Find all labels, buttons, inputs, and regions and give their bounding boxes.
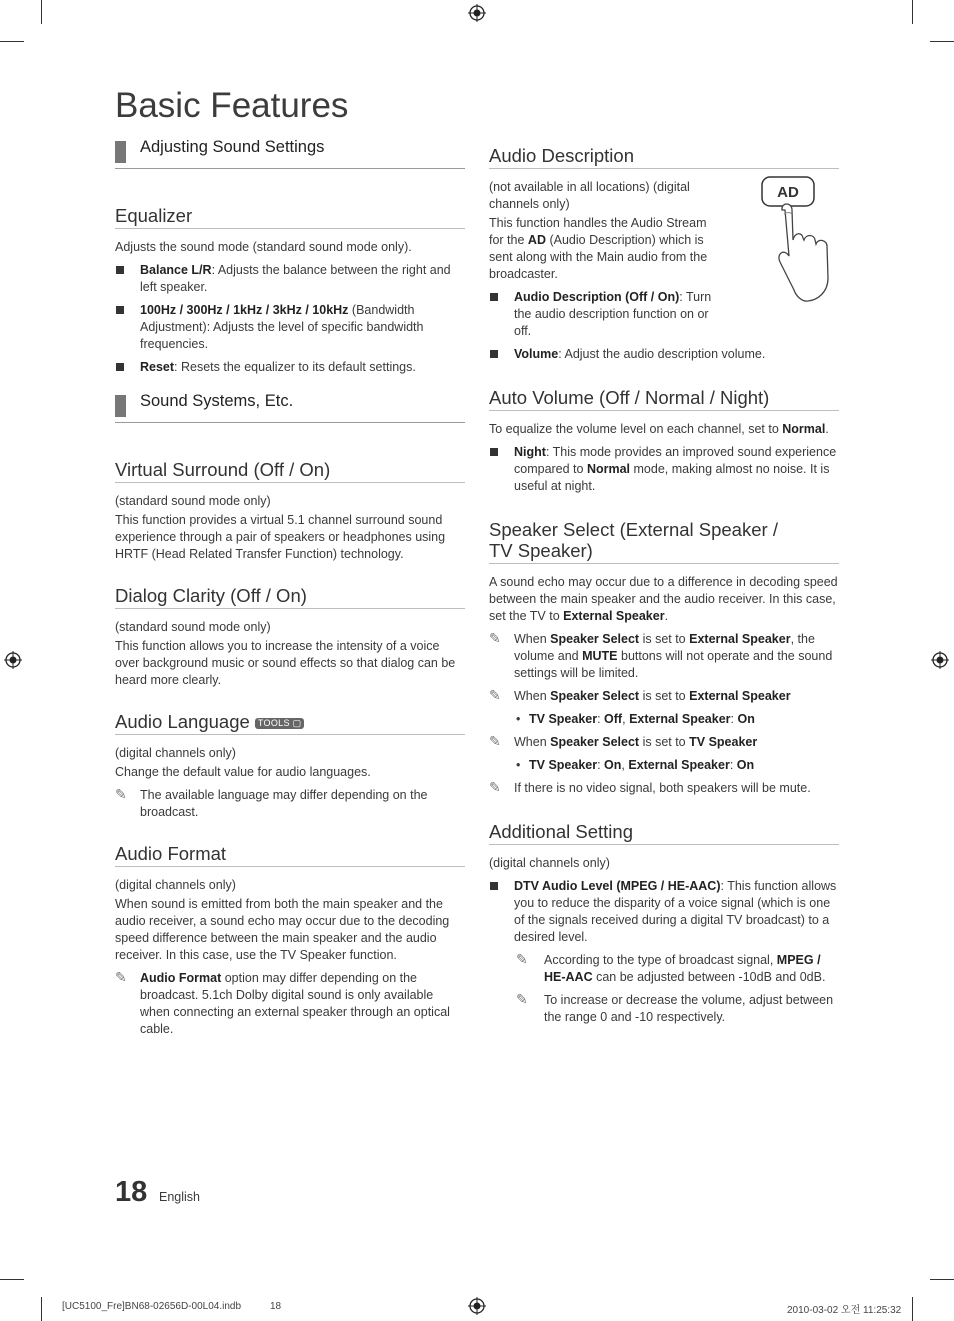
note-item <box>489 780 839 797</box>
print-page-info: 18 <box>270 1301 282 1312</box>
left-column <box>115 138 465 1044</box>
text-bold: External Speaker <box>689 632 791 646</box>
item-text: (Bandwidth Adjustment): Adjusts the level of specific bandwidth frequencies. <box>140 303 424 351</box>
text: . <box>664 609 669 623</box>
section-marker <box>115 395 126 417</box>
heading-audio-format: Audio Format <box>115 843 465 867</box>
item-label: Balance L/R <box>140 263 212 277</box>
pencil-note-icon: ✎ <box>489 733 501 749</box>
note-item <box>489 952 839 986</box>
text: buttons will not operate and the sound settings will be limited. <box>514 649 833 680</box>
section-title: Sound Systems, Etc. <box>140 392 294 410</box>
note-item <box>489 688 839 705</box>
text-bold: On <box>604 758 622 772</box>
text: is set to <box>639 689 690 703</box>
text-bold: Off <box>604 712 623 726</box>
item-label: Volume <box>514 347 559 361</box>
print-file-info: [UC5100_Fre]BN68-02656D-00L04.indb <box>62 1301 242 1312</box>
heading-audio-description: Audio Description <box>489 145 839 169</box>
text: This function handles the Audio Stream for the <box>489 216 707 247</box>
desc-body <box>489 215 721 283</box>
text-bold: Speaker Select <box>550 632 640 646</box>
item-text: : This function allows you to reduce the disparity of a voice signal (which is one of the signals received during a digital TV broadcast) to a desired level. <box>514 879 837 944</box>
dialog-body: This function allows you to increase the intensity of a voice over background music or sound effects so that dialog can be heard more clearly. <box>115 639 456 687</box>
dialog-note: (standard sound mode only) <box>115 620 271 634</box>
page-title: Basic Features <box>115 86 349 125</box>
text-bold: External Speaker <box>628 758 730 772</box>
page-language: English <box>159 1190 200 1204</box>
registration-mark-icon <box>468 4 486 22</box>
bullet-item: • TV Speaker: On, External Speaker: On <box>489 757 839 774</box>
note-label: Audio Format <box>140 971 222 985</box>
text: A sound echo may occur due to a difference in decoding speed between the main speaker and the audio receiver. In this case, set the TV to <box>489 575 838 623</box>
crop-mark <box>41 1297 42 1321</box>
item-label: 100Hz / 300Hz / 1kHz / 3kHz / 10kHz <box>140 303 349 317</box>
text-bold: On <box>736 758 755 772</box>
list-item <box>489 444 839 495</box>
item-text: : This mode provides an improved sound experience compared to <box>514 445 837 476</box>
text: To equalize the volume level on each channel, set to <box>489 422 783 436</box>
virtual-note: (standard sound mode only) <box>115 494 271 508</box>
note-text: To increase or decrease the volume, adjust between the range 0 and -10 respectively. <box>544 993 834 1024</box>
section-header-sound-systems <box>115 392 465 423</box>
heading-line: TV Speaker) <box>489 540 593 561</box>
virtual-body: This function provides a virtual 5.1 channel surround sound experience through a pair of speakers or headphones using HRTF (Head Related Transfer Function) technology. <box>115 513 446 561</box>
section-marker <box>115 141 126 163</box>
text-bold: Normal <box>782 422 826 436</box>
note-text: option may differ depending on the broadcast. 5.1ch Dolby digital sound is only available when connecting an external speaker through an optical cable. <box>140 971 450 1036</box>
format-body: When sound is emitted from both the main speaker and the audio receiver, a sound echo may occur due to the decoding speed difference between the main speaker and the audio receiver. In this case, use the TV Speaker function. <box>115 897 450 962</box>
text-bold: Speaker Select <box>550 735 640 749</box>
heading-virtual-surround: Virtual Surround (Off / On) <box>115 459 465 483</box>
language-body: Change the default value for audio languages. <box>115 765 371 779</box>
note-item <box>115 970 465 1038</box>
format-note: (digital channels only) <box>115 878 236 892</box>
text: is set to <box>639 632 690 646</box>
item-label: DTV Audio Level (MPEG / HE-AAC) <box>514 879 721 893</box>
text-bold: External Speaker <box>563 609 665 623</box>
text: can be adjusted between -10dB and 0dB. <box>592 970 826 984</box>
ad-button-illustration <box>758 174 842 304</box>
list-item <box>489 346 839 363</box>
list-item <box>115 262 465 296</box>
item-text: : Resets the equalizer to its default settings. <box>174 360 416 374</box>
crop-mark <box>912 0 913 24</box>
page-number: 18 <box>115 1176 148 1208</box>
text-bold: TV Speaker <box>529 712 598 726</box>
heading-auto-volume: Auto Volume (Off / Normal / Night) <box>489 387 839 411</box>
crop-mark <box>0 1279 24 1280</box>
crop-mark <box>0 41 24 42</box>
item-label: Normal <box>586 462 631 476</box>
heading-speaker-select <box>489 519 839 564</box>
section-title: Adjusting Sound Settings <box>140 138 325 156</box>
text-bold: Speaker Select <box>550 689 640 703</box>
list-item <box>489 289 721 340</box>
item-label: Audio Description (Off / On) <box>514 290 680 304</box>
text: According to the type of broadcast signal, <box>544 953 777 967</box>
list-item <box>115 359 465 376</box>
text: When <box>514 632 551 646</box>
text-bold: External Speaker <box>689 689 791 703</box>
hand-pointer-icon <box>779 204 828 301</box>
note-item <box>489 992 839 1026</box>
item-text: mode, making almost no noise. It is useful at night. <box>514 462 830 493</box>
text: , the volume and <box>514 632 815 663</box>
tools-label: TOOLS <box>257 718 290 728</box>
text-bold: TV Speaker <box>529 758 598 772</box>
language-note: (digital channels only) <box>115 746 236 760</box>
note-item <box>489 631 839 682</box>
note-text: If there is no video signal, both speakers will be mute. <box>514 781 811 795</box>
ad-button-label: AD <box>777 184 799 201</box>
crop-mark <box>930 41 954 42</box>
item-text: : Adjusts the balance between the right and left speaker. <box>140 263 451 294</box>
autovol-body <box>489 421 839 438</box>
note-text: The available language may differ depending on the broadcast. <box>140 788 428 819</box>
text: (Audio Description) which is sent along with the Main audio from the broadcaster. <box>489 233 708 281</box>
registration-mark-icon <box>468 1297 486 1315</box>
heading-additional-setting: Additional Setting <box>489 821 839 845</box>
heading-text: Audio Language <box>115 711 250 732</box>
heading-audio-language <box>115 711 465 735</box>
text: is set to <box>639 735 690 749</box>
print-datetime: 2010-03-02 오전 11:25:32 <box>787 1305 902 1316</box>
speaker-body <box>489 574 839 625</box>
heading-line: Speaker Select (External Speaker / <box>489 519 778 540</box>
heading-dialog-clarity: Dialog Clarity (Off / On) <box>115 585 465 609</box>
list-item <box>115 302 465 353</box>
text-bold: On <box>737 712 755 726</box>
pencil-note-icon: ✎ <box>115 786 127 802</box>
equalizer-intro: Adjusts the sound mode (standard sound mode only). <box>115 240 412 254</box>
note-item <box>489 734 839 751</box>
crop-mark <box>912 1297 913 1321</box>
registration-mark-icon <box>931 651 949 669</box>
text-bold: External Speaker <box>629 712 731 726</box>
text-bold: MPEG / HE-AAC <box>544 953 821 984</box>
additional-note: (digital channels only) <box>489 856 610 870</box>
pencil-note-icon: ✎ <box>516 951 528 967</box>
text-bold: AD <box>527 233 546 247</box>
text: When <box>514 689 551 703</box>
item-text: : Turn the audio description function on or off. <box>514 290 712 338</box>
text: When <box>514 735 551 749</box>
crop-mark <box>41 0 42 24</box>
registration-mark-icon <box>4 651 22 669</box>
pencil-note-icon: ✎ <box>489 630 501 646</box>
audio-description-text <box>489 179 721 340</box>
pencil-note-icon: ✎ <box>516 991 528 1007</box>
heading-equalizer: Equalizer <box>115 205 465 229</box>
pencil-note-icon: ✎ <box>489 687 501 703</box>
pencil-note-icon: ✎ <box>489 779 501 795</box>
pencil-note-icon: ✎ <box>115 969 127 985</box>
bullet-item: • TV Speaker: Off, External Speaker: On <box>489 711 839 728</box>
note-item <box>115 787 465 821</box>
item-label: Night <box>514 445 546 459</box>
item-text: : Adjust the audio description volume. <box>558 347 766 361</box>
item-label: Reset <box>140 360 175 374</box>
section-header-adjusting-sound <box>115 138 465 169</box>
text-bold: TV Speaker <box>689 735 758 749</box>
list-item <box>489 878 839 946</box>
tools-badge: TOOLS ▢ <box>255 718 304 729</box>
text: . <box>825 422 829 436</box>
crop-mark <box>930 1279 954 1280</box>
text-bold: MUTE <box>582 649 618 663</box>
desc-note: (not available in all locations) (digital channels only) <box>489 180 690 211</box>
